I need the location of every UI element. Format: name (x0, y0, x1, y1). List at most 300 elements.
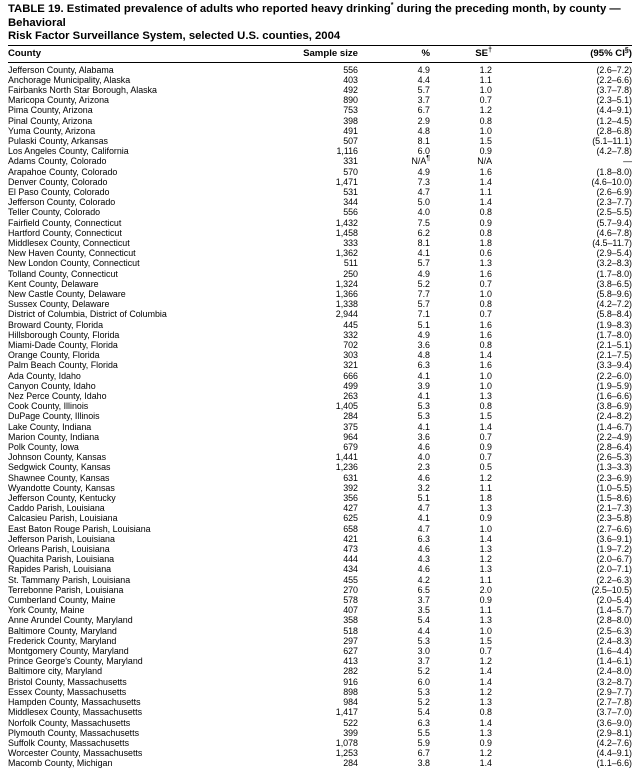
percent-cell: 5.2 (417, 666, 430, 677)
percent-cell: 4.9 (417, 329, 430, 340)
ci-cell: (1.2–4.5) (596, 115, 632, 126)
ci-cell: (5.8–9.6) (596, 288, 632, 299)
se-cell: 1.3 (479, 258, 492, 269)
se-cell: 0.9 (479, 513, 492, 524)
ci-cell: (1.6–4.4) (596, 646, 632, 657)
percent-cell: 6.5 (417, 584, 430, 595)
table-row (8, 615, 632, 625)
county-cell: Arapahoe County, Colorado (8, 166, 118, 177)
percent-cell: 8.1 (417, 237, 430, 248)
county-cell: DuPage County, Illinois (8, 411, 100, 422)
sample-size-cell: 427 (343, 503, 358, 514)
county-cell: Broward County, Florida (8, 319, 104, 330)
se-cell: 1.1 (479, 482, 492, 493)
se-cell: 1.3 (479, 503, 492, 514)
county-cell: Johnson County, Kansas (8, 452, 107, 463)
table-row (8, 167, 632, 177)
county-cell: Fairfield County, Connecticut (8, 217, 122, 228)
se-cell: 0.9 (479, 217, 492, 228)
ci-cell: (4.6–7.8) (596, 227, 632, 238)
ci-cell: (3.8–6.9) (596, 401, 632, 412)
table-row (8, 452, 632, 462)
se-cell: 0.5 (479, 462, 492, 473)
table-title-line-2: Risk Factor Surveillance System, selected U.S. counties, 2004 (8, 30, 341, 42)
county-cell: Lake County, Indiana (8, 421, 92, 432)
ci-cell: (2.2–6.0) (596, 370, 632, 381)
percent-cell: 4.6 (417, 442, 430, 453)
table-row (8, 360, 632, 370)
ci-cell: (1.8–8.0) (596, 166, 632, 177)
table-row (8, 483, 632, 493)
percent-cell: 4.1 (417, 513, 430, 524)
se-cell: 1.6 (479, 329, 492, 340)
percent-cell: 6.3 (417, 533, 430, 544)
county-cell: Bristol County, Massachusetts (8, 676, 127, 687)
percent-cell: 8.1 (417, 135, 430, 146)
county-cell: Jefferson County, Kentucky (8, 493, 116, 504)
se-cell: 0.8 (479, 207, 492, 218)
percent-cell: 3.6 (417, 339, 430, 350)
ci-cell: (3.7–7.0) (596, 707, 632, 718)
county-cell: Norfolk County, Massachusetts (8, 717, 131, 728)
county-cell: East Baton Rouge Parish, Louisiana (8, 523, 151, 534)
ci-cell: (5.1–11.1) (592, 135, 632, 146)
sample-size-cell: 399 (343, 727, 358, 738)
county-cell: Middlesex County, Massachusetts (8, 707, 143, 718)
percent-cell: 3.7 (417, 95, 430, 106)
table-title (8, 3, 632, 44)
county-cell: Orleans Parish, Louisiana (8, 544, 110, 555)
ci-cell: (1.4–6.7) (596, 421, 632, 432)
column-header-se: SE† (430, 45, 492, 62)
table-row (8, 330, 632, 340)
ci-cell: (1.3–3.3) (596, 462, 632, 473)
table-row (8, 116, 632, 126)
county-cell: El Paso County, Colorado (8, 186, 110, 197)
sample-size-cell: 421 (343, 533, 358, 544)
table-title-line-1: TABLE 19. Estimated prevalence of adults who reported heavy drinking* during the preceding month, by county — Behavioral (8, 2, 621, 29)
table-row (8, 279, 632, 289)
table-row (8, 687, 632, 697)
table-row (8, 432, 632, 442)
county-cell: Ada County, Idaho (8, 370, 81, 381)
sample-size-cell: 455 (343, 574, 358, 585)
se-cell: 1.4 (479, 666, 492, 677)
sample-size-cell: 263 (343, 391, 358, 401)
percent-cell: 6.7 (417, 105, 430, 116)
county-cell: Jefferson County, Colorado (8, 197, 116, 208)
percent-cell: 4.9 (417, 268, 430, 279)
county-cell: Frederick County, Maryland (8, 635, 117, 646)
county-cell: Cook County, Illinois (8, 401, 89, 412)
table-row (8, 575, 632, 585)
county-cell: Anchorage Municipality, Alaska (8, 74, 131, 85)
county-cell: Baltimore city, Maryland (8, 666, 103, 677)
table-row (8, 677, 632, 687)
table-row (8, 411, 632, 421)
ci-cell: (3.8–6.5) (596, 278, 632, 289)
table-row (8, 707, 632, 717)
sample-size-cell: 679 (343, 442, 358, 453)
table-row (8, 228, 632, 238)
ci-cell: (3.6–9.1) (596, 533, 632, 544)
sample-size-cell: 297 (343, 635, 358, 646)
table-row (8, 197, 632, 207)
se-cell: 1.4 (479, 717, 492, 728)
sample-size-cell: 1,078 (335, 737, 358, 748)
sample-size-cell: 282 (343, 666, 358, 677)
ci-cell: (2.1–7.3) (596, 503, 632, 514)
percent-cell: 3.0 (417, 646, 430, 657)
percent-cell: 5.3 (417, 411, 430, 422)
ci-cell: (2.7–7.8) (596, 697, 632, 708)
sample-size-cell: 753 (343, 105, 358, 116)
se-cell: 1.4 (479, 676, 492, 687)
se-cell: 0.8 (479, 115, 492, 126)
table-row (8, 585, 632, 595)
county-cell: Montgomery County, Maryland (8, 646, 129, 657)
sample-size-cell: 375 (343, 421, 358, 432)
table-row (8, 738, 632, 748)
county-cell: Suffolk County, Massachusetts (8, 737, 130, 748)
table-row (8, 309, 632, 319)
se-cell: 0.7 (479, 309, 492, 320)
se-cell: 0.9 (479, 442, 492, 453)
sample-size-cell: 434 (343, 564, 358, 575)
table-row (8, 748, 632, 758)
percent-cell: 5.4 (417, 615, 430, 626)
table-row (8, 371, 632, 381)
ci-cell: (4.4–9.1) (596, 105, 632, 116)
sample-size-cell: 331 (343, 156, 358, 167)
percent-cell: 5.3 (417, 635, 430, 646)
se-cell: 0.8 (479, 227, 492, 238)
ci-cell: (1.4–6.1) (596, 656, 632, 667)
ci-cell: (1.9–5.9) (596, 380, 632, 391)
sample-size-cell: 1,338 (335, 299, 358, 310)
percent-cell: 4.9 (417, 166, 430, 177)
percent-cell: 3.8 (417, 758, 430, 769)
sample-size-cell: 1,432 (335, 217, 358, 228)
se-cell: 1.0 (479, 380, 492, 391)
ci-cell: (2.2–6.3) (596, 574, 632, 585)
table-row (8, 718, 632, 728)
percent-cell: 3.9 (417, 380, 430, 391)
ci-cell: (3.3–9.4) (596, 360, 632, 371)
se-cell: 1.2 (479, 554, 492, 565)
se-cell: 0.8 (479, 299, 492, 310)
county-cell: Fairbanks North Star Borough, Alaska (8, 84, 157, 95)
se-cell: 1.6 (479, 166, 492, 177)
table-row (8, 391, 632, 401)
column-header-county: County (8, 45, 284, 62)
percent-cell: 4.6 (417, 564, 430, 575)
se-cell: 0.7 (479, 278, 492, 289)
table-row (8, 258, 632, 268)
percent-cell: 4.8 (417, 350, 430, 361)
county-cell: Hartford County, Connecticut (8, 227, 122, 238)
table-body (8, 62, 632, 769)
se-cell: 1.6 (479, 319, 492, 330)
percent-cell: 6.3 (417, 717, 430, 728)
se-cell: 0.9 (479, 146, 492, 157)
sample-size-cell: 392 (343, 482, 358, 493)
se-cell: 1.2 (479, 748, 492, 759)
table-row (8, 513, 632, 523)
county-cell: Los Angeles County, California (8, 146, 129, 157)
ci-cell: (2.1–7.5) (596, 350, 632, 361)
table-row (8, 289, 632, 299)
county-cell: New London County, Connecticut (8, 258, 140, 269)
county-cell: Teller County, Colorado (8, 207, 101, 218)
percent-cell: 4.2 (417, 574, 430, 585)
se-cell: 1.4 (479, 197, 492, 208)
sample-size-cell: 491 (343, 125, 358, 136)
county-cell: New Haven County, Connecticut (8, 248, 136, 259)
se-cell: 1.0 (479, 523, 492, 534)
county-cell: Shawnee County, Kansas (8, 472, 110, 483)
sample-size-cell: 303 (343, 350, 358, 361)
se-cell: 0.8 (479, 339, 492, 350)
ci-cell: (2.6–5.3) (596, 452, 632, 463)
table-row (8, 666, 632, 676)
percent-cell: 4.8 (417, 125, 430, 136)
sample-size-cell: 1,236 (335, 462, 358, 473)
county-cell: York County, Maine (8, 605, 85, 616)
se-cell: 0.8 (479, 707, 492, 718)
ci-cell: (3.2–8.7) (596, 676, 632, 687)
ci-cell: (1.4–5.7) (596, 605, 632, 616)
sample-size-cell: 403 (343, 74, 358, 85)
percent-cell: 4.6 (417, 472, 430, 483)
ci-cell: — (623, 156, 632, 167)
county-cell: Prince George's County, Maryland (8, 656, 143, 667)
county-cell: Orange County, Florida (8, 350, 100, 361)
percent-cell: 4.7 (417, 503, 430, 514)
ci-cell: (1.7–8.0) (596, 268, 632, 279)
sample-size-cell: 556 (343, 64, 358, 75)
percent-cell: 5.4 (417, 707, 430, 718)
se-cell: 1.5 (479, 411, 492, 422)
sample-size-cell: 332 (343, 329, 358, 340)
percent-cell: 4.0 (417, 207, 430, 218)
percent-cell: 3.6 (417, 431, 430, 442)
sample-size-cell: 1,405 (335, 401, 358, 412)
ci-cell: (2.1–5.1) (596, 339, 632, 350)
ci-cell: (1.9–7.2) (596, 544, 632, 555)
percent-cell: 3.5 (417, 605, 430, 616)
sample-size-cell: 321 (343, 360, 358, 371)
ci-cell: (5.7–9.4) (596, 217, 632, 228)
table-row (8, 248, 632, 258)
table-row (8, 534, 632, 544)
column-header-percent: % (358, 45, 430, 62)
percent-cell: 5.9 (417, 737, 430, 748)
percent-cell: 5.3 (417, 686, 430, 697)
table-row (8, 299, 632, 309)
sample-size-cell: 984 (343, 697, 358, 708)
sample-size-cell: 964 (343, 431, 358, 442)
table-row (8, 126, 632, 136)
se-cell: 0.9 (479, 595, 492, 606)
sample-size-cell: 1,441 (335, 452, 358, 463)
county-cell: Denver County, Colorado (8, 176, 108, 187)
table-row (8, 381, 632, 391)
sample-size-cell: 1,366 (335, 288, 358, 299)
table-row (8, 85, 632, 95)
county-cell: Worcester County, Massachusetts (8, 748, 143, 759)
sample-size-cell: 398 (343, 115, 358, 126)
sample-size-cell: 531 (343, 186, 358, 197)
table-row (8, 238, 632, 248)
ci-cell: (2.3–7.7) (596, 197, 632, 208)
se-cell: 0.7 (479, 452, 492, 463)
percent-cell: 7.5 (417, 217, 430, 228)
table-row (8, 493, 632, 503)
ci-cell: (2.0–7.1) (596, 564, 632, 575)
ci-cell: (4.6–10.0) (591, 176, 632, 187)
ci-cell: (2.2–4.9) (596, 431, 632, 442)
percent-cell: 4.4 (417, 625, 430, 636)
percent-cell: 6.0 (417, 146, 430, 157)
se-cell: 1.2 (479, 472, 492, 483)
percent-cell: 6.3 (417, 360, 430, 371)
ci-cell: (2.3–5.1) (596, 95, 632, 106)
county-cell: Anne Arundel County, Maryland (8, 615, 133, 626)
ci-cell: (2.0–6.7) (596, 554, 632, 565)
table-row (8, 646, 632, 656)
ci-cell: (2.5–10.5) (591, 584, 632, 595)
table-row (8, 62, 632, 75)
ci-cell: (2.2–6.6) (596, 74, 632, 85)
se-cell: 1.1 (479, 186, 492, 197)
percent-cell: 4.4 (417, 74, 430, 85)
percent-cell: 5.1 (417, 493, 430, 504)
percent-cell: 5.5 (417, 727, 430, 738)
table-row (8, 656, 632, 666)
table-row (8, 636, 632, 646)
table-row (8, 524, 632, 534)
ci-cell: (4.5–11.7) (592, 237, 632, 248)
sample-size-cell: 1,324 (335, 278, 358, 289)
county-cell: Nez Perce County, Idaho (8, 391, 107, 401)
county-cell: Kent County, Delaware (8, 278, 99, 289)
column-header-sample-size: Sample size (284, 45, 358, 62)
se-cell: 1.8 (479, 493, 492, 504)
sample-size-cell: 890 (343, 95, 358, 106)
se-cell: 1.3 (479, 615, 492, 626)
county-cell: Yuma County, Arizona (8, 125, 96, 136)
se-cell: 1.2 (479, 656, 492, 667)
sample-size-cell: 1,116 (336, 146, 358, 157)
percent-cell: 2.3 (417, 462, 430, 473)
se-cell: 1.3 (479, 564, 492, 575)
sample-size-cell: 492 (343, 84, 358, 95)
se-cell: 1.0 (479, 84, 492, 95)
table-row (8, 728, 632, 738)
percent-cell: 5.2 (417, 278, 430, 289)
county-cell: District of Columbia, District of Columbia (8, 309, 167, 320)
se-cell: 1.4 (479, 533, 492, 544)
county-cell: Baltimore County, Maryland (8, 625, 117, 636)
percent-cell: 2.9 (417, 115, 430, 126)
se-cell: 1.4 (479, 421, 492, 432)
se-cell: 1.0 (479, 288, 492, 299)
se-cell: 0.8 (479, 401, 492, 412)
sample-size-cell: 333 (343, 237, 358, 248)
percent-cell: 5.0 (417, 197, 430, 208)
ci-cell: (3.2–8.3) (596, 258, 632, 269)
percent-cell: 4.1 (417, 370, 430, 381)
ci-cell: (1.7–8.0) (596, 329, 632, 340)
sample-size-cell: 518 (343, 625, 358, 636)
se-cell: 1.2 (479, 686, 492, 697)
sample-size-cell: 1,471 (335, 176, 358, 187)
sample-size-cell: 2,944 (335, 309, 358, 320)
county-cell: Pima County, Arizona (8, 105, 93, 116)
table-row (8, 320, 632, 330)
sample-size-cell: 1,417 (335, 707, 358, 718)
se-cell: 1.3 (479, 544, 492, 555)
se-cell: 0.7 (479, 95, 492, 106)
se-cell: 1.3 (479, 391, 492, 401)
county-cell: Jefferson County, Alabama (8, 64, 114, 75)
table-row (8, 422, 632, 432)
sample-size-cell: 658 (343, 523, 358, 534)
se-cell: 1.0 (479, 125, 492, 136)
se-cell: 1.5 (479, 635, 492, 646)
se-cell: 0.7 (479, 431, 492, 442)
sample-size-cell: 1,458 (335, 227, 358, 238)
percent-cell: 5.3 (417, 401, 430, 412)
ci-cell: (2.6–6.9) (596, 186, 632, 197)
table-row (8, 758, 632, 768)
sample-size-cell: 625 (343, 513, 358, 524)
sample-size-cell: 631 (343, 472, 358, 483)
sample-size-cell: 1,362 (335, 248, 358, 259)
ci-cell: (2.4–8.3) (596, 635, 632, 646)
sample-size-cell: 627 (343, 646, 358, 657)
se-cell: 1.6 (479, 268, 492, 279)
percent-cell: 4.7 (417, 186, 430, 197)
percent-cell: 4.7 (417, 523, 430, 534)
se-cell: 1.1 (479, 74, 492, 85)
county-cell: Quachita Parish, Louisiana (8, 554, 115, 565)
table-row (8, 350, 632, 360)
ci-cell: (2.8–6.4) (596, 442, 632, 453)
table-row (8, 544, 632, 554)
data-table-container (8, 45, 632, 769)
percent-cell: 5.2 (417, 697, 430, 708)
county-cell: Maricopa County, Arizona (8, 95, 109, 106)
table-row (8, 554, 632, 564)
ci-cell: (2.4–8.2) (596, 411, 632, 422)
ci-cell: (2.9–7.7) (596, 686, 632, 697)
ci-cell: (4.2–7.2) (596, 299, 632, 310)
ci-cell: (2.0–5.4) (596, 595, 632, 606)
percent-cell: N/A¶ (411, 155, 430, 167)
percent-cell: 5.7 (417, 299, 430, 310)
sample-size-cell: 511 (343, 258, 358, 269)
sample-size-cell: 407 (343, 605, 358, 616)
se-cell: 1.3 (479, 727, 492, 738)
sample-size-cell: 473 (343, 544, 358, 555)
percent-cell: 7.3 (417, 176, 430, 187)
se-cell: 1.2 (479, 64, 492, 75)
percent-cell: 6.2 (417, 227, 430, 238)
sample-size-cell: 556 (343, 207, 358, 218)
ci-cell: (3.7–7.8) (596, 84, 632, 95)
